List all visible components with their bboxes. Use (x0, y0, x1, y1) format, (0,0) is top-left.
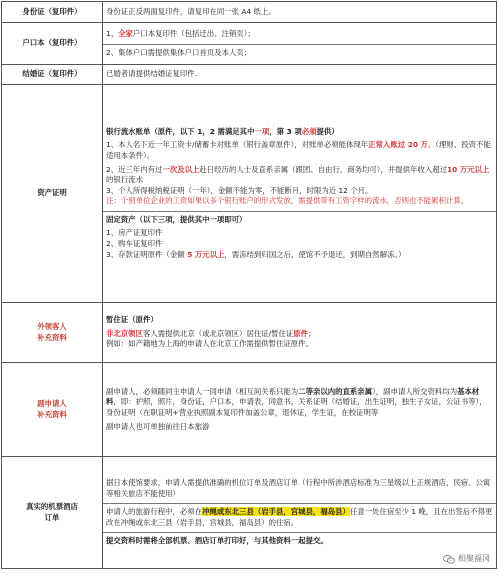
hukou-l1-text: 户口本复印件（包括迁出、注销页）； (132, 28, 255, 38)
ticket-divider-1 (103, 503, 496, 504)
fixed-asset-heading: 固定资产（以下三项，提供其中一项即可） (106, 214, 247, 224)
p2-text-b: 赴日经历的人士及直系亲属（跟团、自由行、商务均可），并提供年收入超过 (199, 164, 447, 174)
secondary-label-1: 副申请人 (37, 398, 67, 408)
foreign-text-a: 客人需提供北京（或北京领区）居住证/暂住证 (142, 328, 294, 338)
label-flight-hotel (2, 457, 103, 569)
id-card-text: 身份证正反两面复印件，请复印在同一张 A4 纸上。 (103, 2, 497, 23)
h1-part-e: 提供） (316, 126, 339, 136)
label-marriage: 结婚证（复印件） (2, 65, 103, 85)
ticket-paragraph-2 (106, 507, 493, 528)
p2-emph-2: 10 万元以上 (447, 164, 490, 174)
p1-text-a: 1、本人名下近一年工资卡/储蓄卡对账单（银行盖章原件），对账单必须能体现年 (106, 140, 369, 150)
label-asset: 资产证明 (2, 85, 103, 303)
h1-part-b: 一项 (254, 126, 270, 136)
foreign-heading: 暂住证（原件） (106, 315, 158, 325)
foreign-content (103, 303, 497, 363)
marriage-text: 已婚者请提供结婚证复印件. (103, 65, 497, 85)
row-foreign-region (2, 303, 497, 363)
asset-item-1 (106, 140, 493, 161)
asset-divider (103, 211, 496, 212)
row-flight-hotel (2, 457, 497, 569)
p2-text-a: 2、近三年内有过 (106, 164, 163, 174)
asset-note: 注：个别单位企业的工资如果以多个银行账户的形式发放，需提供带有工资字样的流水，否则也不能累积计算。 (106, 196, 469, 206)
ticket-p2-text-a: 申请人的旅游行程中，必须在 (106, 507, 203, 517)
row-id-card (2, 2, 497, 23)
ticket-label-1: 真实的机票酒店 (26, 501, 78, 511)
hukou-l1-emph: 全家 (118, 28, 133, 38)
sec-text-e: ，即：护照，照片，身份证，户口本，申请表，同意书，关系证明（结婚证，出生证明，独生子女证，公证书等），身份证明（在职证明+营业执照副本复印件加盖公章，退休证，学生证，在校证明等 (106, 397, 487, 417)
foreign-line-1 (106, 329, 493, 340)
foreign-label-2: 补充资料 (37, 332, 67, 342)
h1-part-a: 银行流水账单（原件，以下 1，2 需满足其中 (106, 126, 255, 136)
h1-part-c: ，第 3 项 (269, 126, 302, 136)
sec-text-c: ），副申请人所交资料均为 (372, 386, 458, 396)
ticket-label-2: 订单 (44, 512, 60, 522)
label-secondary-applicant (2, 363, 103, 457)
ticket-content (103, 457, 497, 569)
hukou-line-1 (106, 29, 493, 40)
label-foreign-region (2, 303, 103, 363)
p2-text-c: 的银行流水 (106, 175, 143, 185)
foreign-line-2: 例如：如产籍地为上海的申请人在北京工作需提供暂住证原件。 (106, 339, 313, 349)
asset-content (103, 85, 497, 303)
hukou-divider (103, 44, 496, 45)
asset-item-2 (106, 165, 493, 186)
sec-text-a: 副申请人，必须随同主申请人一同申请（相互间关系只能为 (106, 386, 299, 396)
hukou-l1-prefix: 1、 (106, 28, 119, 38)
sec-emph-2: 基本材料 (106, 386, 480, 407)
secondary-note: 副申请人也可单独前往日本旅游 (106, 421, 210, 431)
h1-part-d: 必须 (301, 126, 317, 136)
bank-statement-heading (106, 127, 493, 138)
wechat-icon (443, 555, 455, 564)
foreign-text-b: ； (308, 328, 316, 338)
hukou-content (103, 23, 497, 65)
p2-emph-1: 一次及以上 (162, 164, 200, 174)
sec-emph-1: 二等亲以内的直系亲属 (298, 386, 373, 396)
foreign-emph-2: 原件 (293, 328, 309, 338)
fixed-asset-item-2: 2、购车证复印件 (106, 239, 163, 249)
row-hukou (2, 23, 497, 65)
secondary-paragraph (106, 387, 493, 419)
row-secondary-applicant (2, 363, 497, 457)
f3-text-a: 3、存款证明原件（金额 (106, 249, 185, 259)
foreign-emph-1: 非北京领区 (106, 328, 143, 338)
requirements-table (1, 1, 497, 569)
p1-text-b: 。（理财、投资不能适用本条件）。 (106, 140, 491, 160)
watermark-text: 相聚福冈 (458, 554, 490, 564)
ticket-p2-highlight: 冲绳或东北三县（岩手县，宫城县，福岛县） (202, 507, 350, 517)
f3-text-b: ，需冻结到归国之后，使馆不予退还，到期自然解冻。） (224, 249, 406, 259)
hukou-line-2: 2、集体户口需提供集体户口首页及本人页； (106, 47, 252, 57)
watermark (443, 554, 490, 565)
row-marriage (2, 65, 497, 85)
label-hukou: 户口本（复印件） (2, 23, 103, 65)
f3-emph: 5 万元以上 (184, 249, 225, 259)
ticket-p2-text-b: 任意一处住宿至少 1 晚，且在出签后不得更改在冲绳或东北三县（岩手县，宫城县，福岛县）的住宿。 (106, 507, 493, 527)
foreign-label-1: 外领客人 (37, 321, 67, 331)
p1-emph: 正常入账过 20 万 (368, 140, 428, 150)
fixed-asset-item-1: 1、房产证复印件 (106, 228, 163, 238)
ticket-paragraph-3: 提交资料时需将全部机票、酒店订单打印好，与其他资料一起提交。 (106, 536, 328, 546)
secondary-content (103, 363, 497, 457)
secondary-label-2: 补充资料 (37, 409, 67, 419)
ticket-divider-2 (103, 532, 496, 533)
asset-item-3: 3、个人所得税纳税证明（一年），金额不能为零，不能断月，时限为近 12 个月。 (106, 185, 373, 195)
ticket-paragraph-1: 据日本使馆要求，申请人需提供准确的机位订单及酒店订单（行程中所涉酒店标准为三星级以上正规酒店，民宿、公寓等相关旅店不能使用） (106, 478, 491, 498)
fixed-asset-item-3 (106, 250, 493, 261)
row-asset (2, 85, 497, 303)
label-id-card: 身份证（复印件） (2, 2, 103, 23)
